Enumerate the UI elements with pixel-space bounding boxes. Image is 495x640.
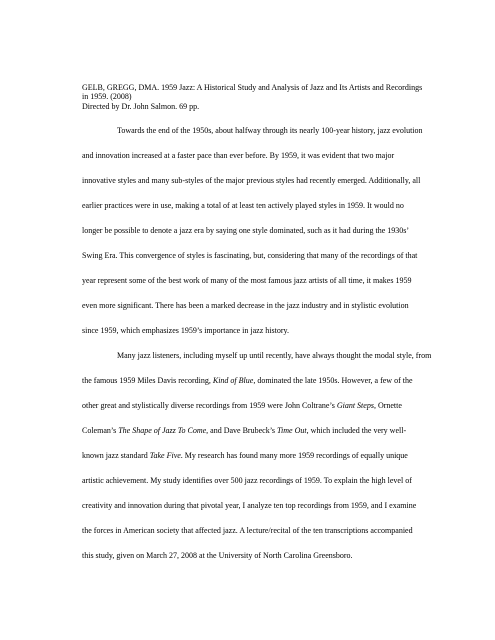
album-title: Giant Steps bbox=[336, 401, 374, 410]
text-line: Coleman’s The Shape of Jazz To Come, and Dave Brubeck’s Time Out, which included the very well- bbox=[82, 426, 407, 435]
text-line: earlier practices were in use, making a total of at least ten actively played styles in 1959. It would no bbox=[82, 201, 404, 210]
song-title: Take Five bbox=[149, 451, 181, 460]
text-line: the famous 1959 Miles Davis recording, Kind of Blue, dominated the late 1950s. However, a few of the bbox=[82, 376, 413, 385]
text-line: creativity and innovation during that pivotal year, I analyze ten top recordings from 1959, and I examine bbox=[82, 501, 417, 510]
text-line: other great and stylistically diverse recordings from 1959 were John Coltrane’s Giant Steps, Ornette bbox=[82, 401, 402, 410]
album-title: Kind of Blue bbox=[212, 376, 254, 385]
citation-header bbox=[82, 83, 442, 111]
text-line: known jazz standard Take Five. My research has found many more 1959 recordings of equally unique bbox=[82, 451, 408, 460]
text-line: Swing Era. This convergence of styles is fascinating, but, considering that many of the recordings of that bbox=[82, 251, 418, 260]
text-line: and innovation increased at a faster pace than ever before. By 1959, it was evident that two major bbox=[82, 151, 395, 160]
text-line: this study, given on March 27, 2008 at the University of North Carolina Greensboro. bbox=[82, 551, 353, 560]
text-line: even more significant. There has been a marked decrease in the jazz industry and in stylistic evolution bbox=[82, 301, 409, 310]
text-line: Many jazz listeners, including myself up until recently, have always thought the modal style, from bbox=[117, 351, 432, 360]
text-line: since 1959, which emphasizes 1959’s importance in jazz history. bbox=[82, 326, 289, 335]
text-line: the forces in American society that affected jazz. A lecture/recital of the ten transcriptions accompanied bbox=[82, 526, 413, 535]
text-line: year represent some of the best work of many of the most famous jazz artists of all time, it makes 1959 bbox=[82, 276, 412, 285]
text-line: innovative styles and many sub-styles of the major previous styles had recently emerged. Additionally, all bbox=[82, 176, 421, 185]
citation-line: GELB, GREGG, DMA. 1959 Jazz: A Historical Study and Analysis of Jazz and Its Artists and Recordings bbox=[82, 83, 423, 92]
citation-line: Directed by Dr. John Salmon. 69 pp. bbox=[82, 101, 200, 111]
album-title: The Shape of Jazz To Come bbox=[118, 426, 207, 435]
text-line: longer be possible to denote a jazz era by saying one style dominated, such as it had during the 1930s’ bbox=[82, 226, 410, 235]
text-line: Towards the end of the 1950s, about halfway through its nearly 100-year history, jazz evolution bbox=[117, 126, 423, 135]
album-title: Time Out bbox=[277, 426, 307, 435]
citation-line: in 1959. (2008) bbox=[82, 92, 132, 102]
text-line: artistic achievement. My study identifies over 500 jazz recordings of 1959. To explain the high level of bbox=[82, 476, 412, 485]
